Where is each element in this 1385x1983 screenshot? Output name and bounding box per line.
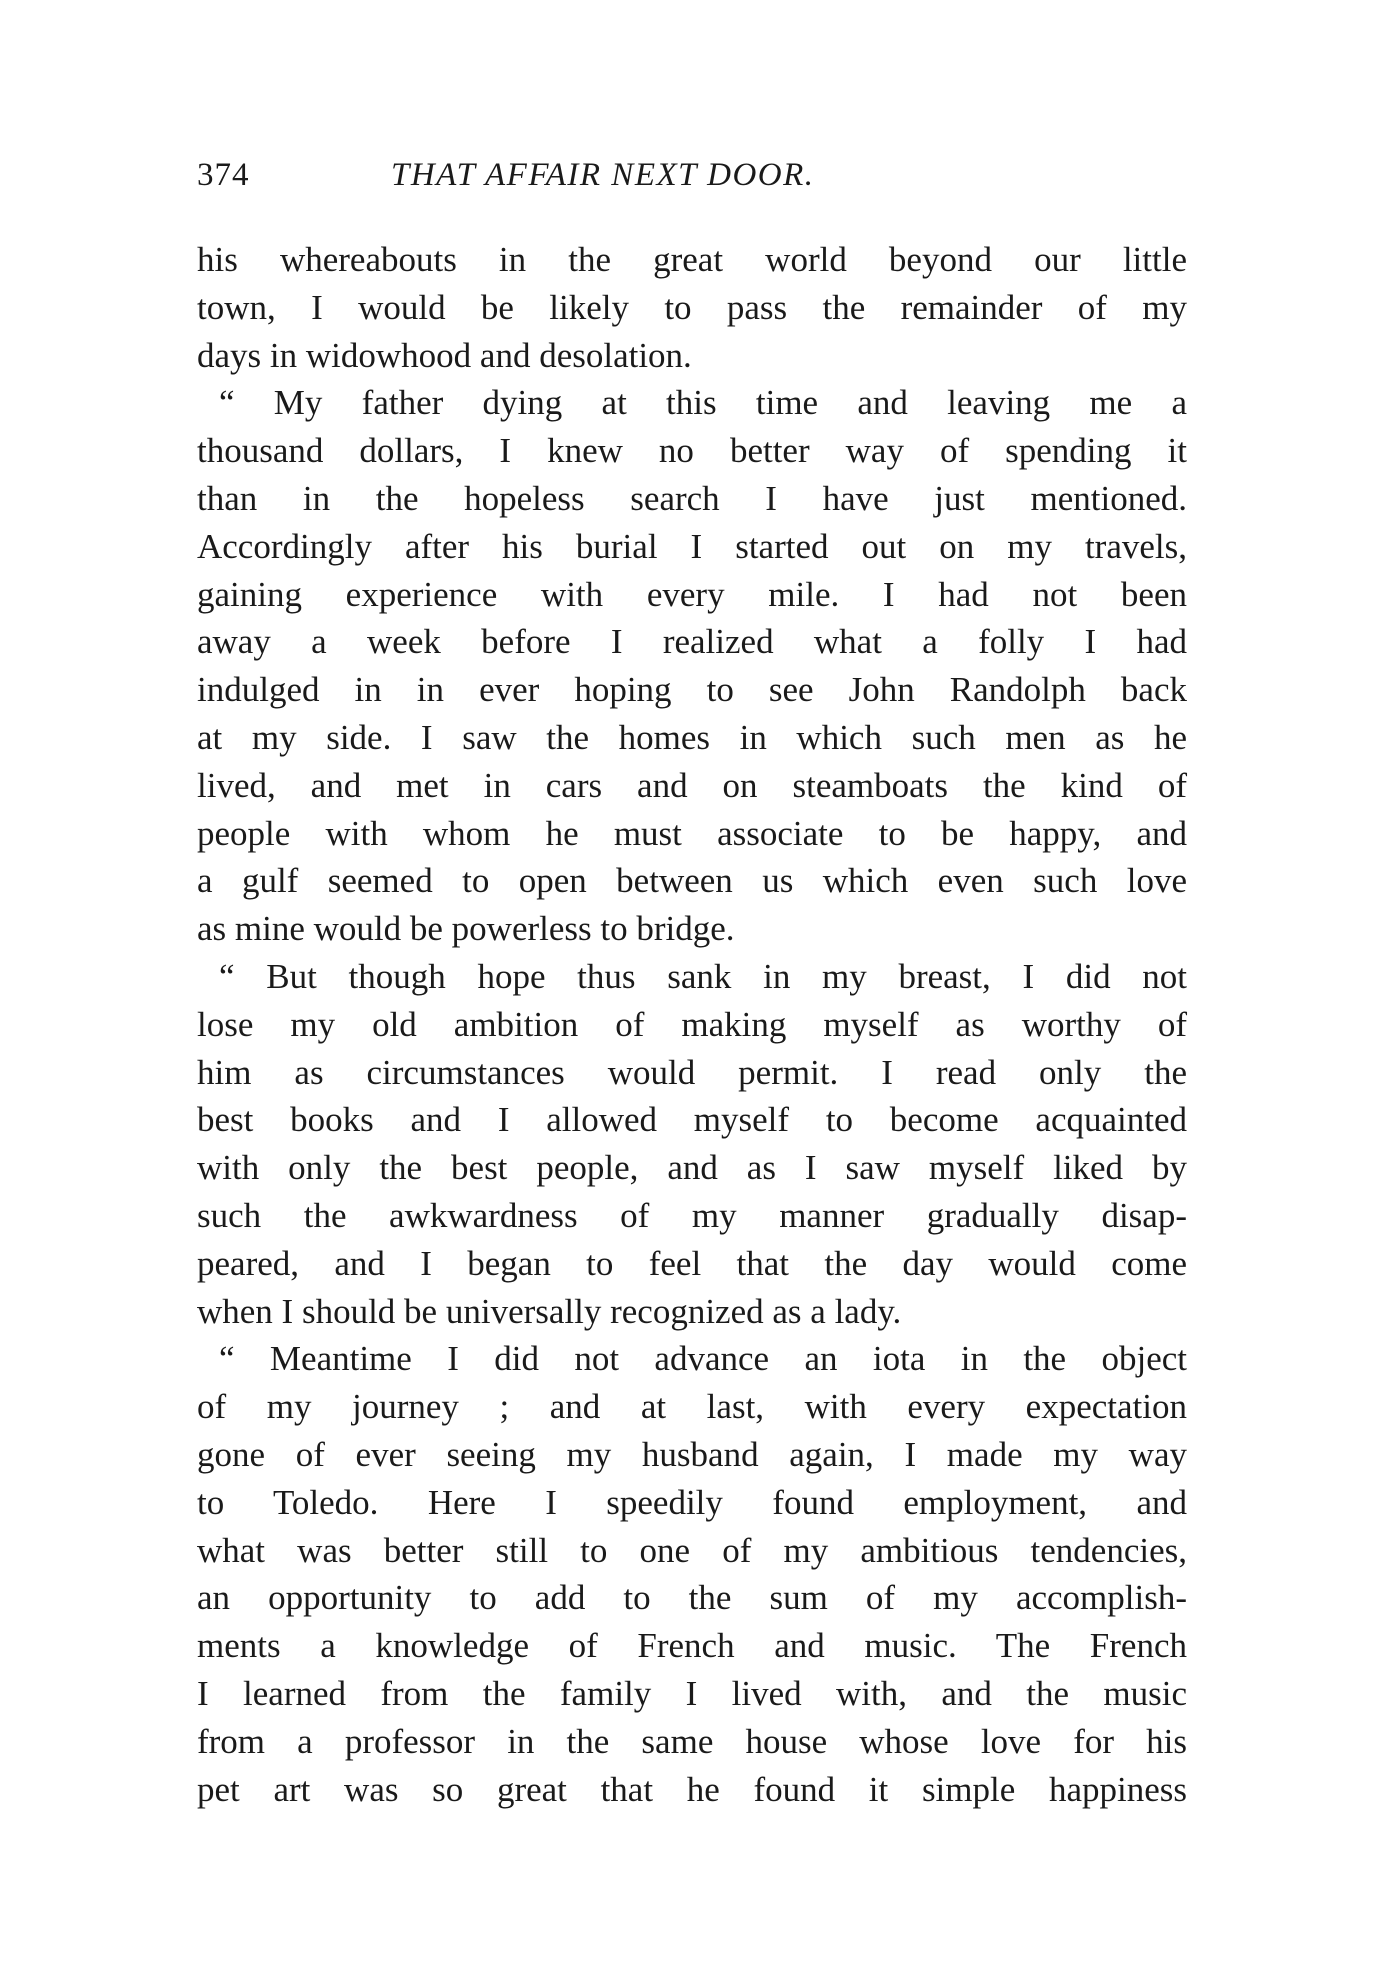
text-line: gone of ever seeing my husband again, I made my way <box>197 1434 1187 1474</box>
page-number: 374 <box>197 157 250 193</box>
text-line: lose my old ambition of making myself as worthy of <box>197 1004 1187 1044</box>
text-line: than in the hopeless search I have just mentioned. <box>197 478 1187 518</box>
text-line: best books and I allowed myself to become acquainted <box>197 1100 1187 1140</box>
running-title: THAT AFFAIR NEXT DOOR. <box>391 157 815 193</box>
text-line: with only the best people, and as I saw myself liked by <box>197 1148 1187 1188</box>
text-line: of my journey ; and at last, with every expectation <box>197 1387 1187 1427</box>
text-line: ments a knowledge of French and music. The French <box>197 1626 1187 1666</box>
text-line: peared, and I began to feel that the day would come <box>197 1243 1187 1283</box>
text-line: indulged in in ever hoping to see John Randolph back <box>197 670 1187 710</box>
text-line: pet art was so great that he found it simple happiness <box>197 1769 1187 1809</box>
text-line: lived, and met in cars and on steamboats the kind of <box>197 765 1187 805</box>
text-line: him as circumstances would permit. I read only the <box>197 1052 1187 1092</box>
running-head <box>197 150 1197 200</box>
text-line: town, I would be likely to pass the remainder of my <box>197 287 1187 327</box>
text-line: “ But though hope thus sank in my breast, I did not <box>219 956 1187 996</box>
text-line: his whereabouts in the great world beyond our little <box>197 240 1187 279</box>
text-line: such the awkwardness of my manner gradually disap- <box>197 1195 1187 1235</box>
text-line: Accordingly after his burial I started out on my travels, <box>197 526 1187 566</box>
text-line: as mine would be powerless to bridge. <box>197 909 735 949</box>
text-line: a gulf seemed to open between us which even such love <box>197 861 1187 901</box>
text-line: thousand dollars, I knew no better way of spending it <box>197 431 1187 471</box>
text-line: “ My father dying at this time and leaving me a <box>219 383 1187 423</box>
text-line: when I should be universally recognized as a lady. <box>197 1291 902 1331</box>
text-line: away a week before I realized what a folly I had <box>197 622 1187 662</box>
text-line: “ Meantime I did not advance an iota in the object <box>219 1339 1187 1379</box>
text-line: days in widowhood and desolation. <box>197 335 692 375</box>
text-line: people with whom he must associate to be happy, and <box>197 813 1187 853</box>
text-line: an opportunity to add to the sum of my accomplish- <box>197 1578 1187 1618</box>
text-line: from a professor in the same house whose love for his <box>197 1721 1187 1761</box>
text-line: I learned from the family I lived with, and the music <box>197 1673 1187 1713</box>
text-line: at my side. I saw the homes in which such men as he <box>197 717 1187 757</box>
text-line: to Toledo. Here I speedily found employment, and <box>197 1482 1187 1522</box>
text-line: gaining experience with every mile. I had not been <box>197 574 1187 614</box>
body-text <box>197 236 1187 1813</box>
text-line: what was better still to one of my ambitious tendencies, <box>197 1530 1187 1570</box>
